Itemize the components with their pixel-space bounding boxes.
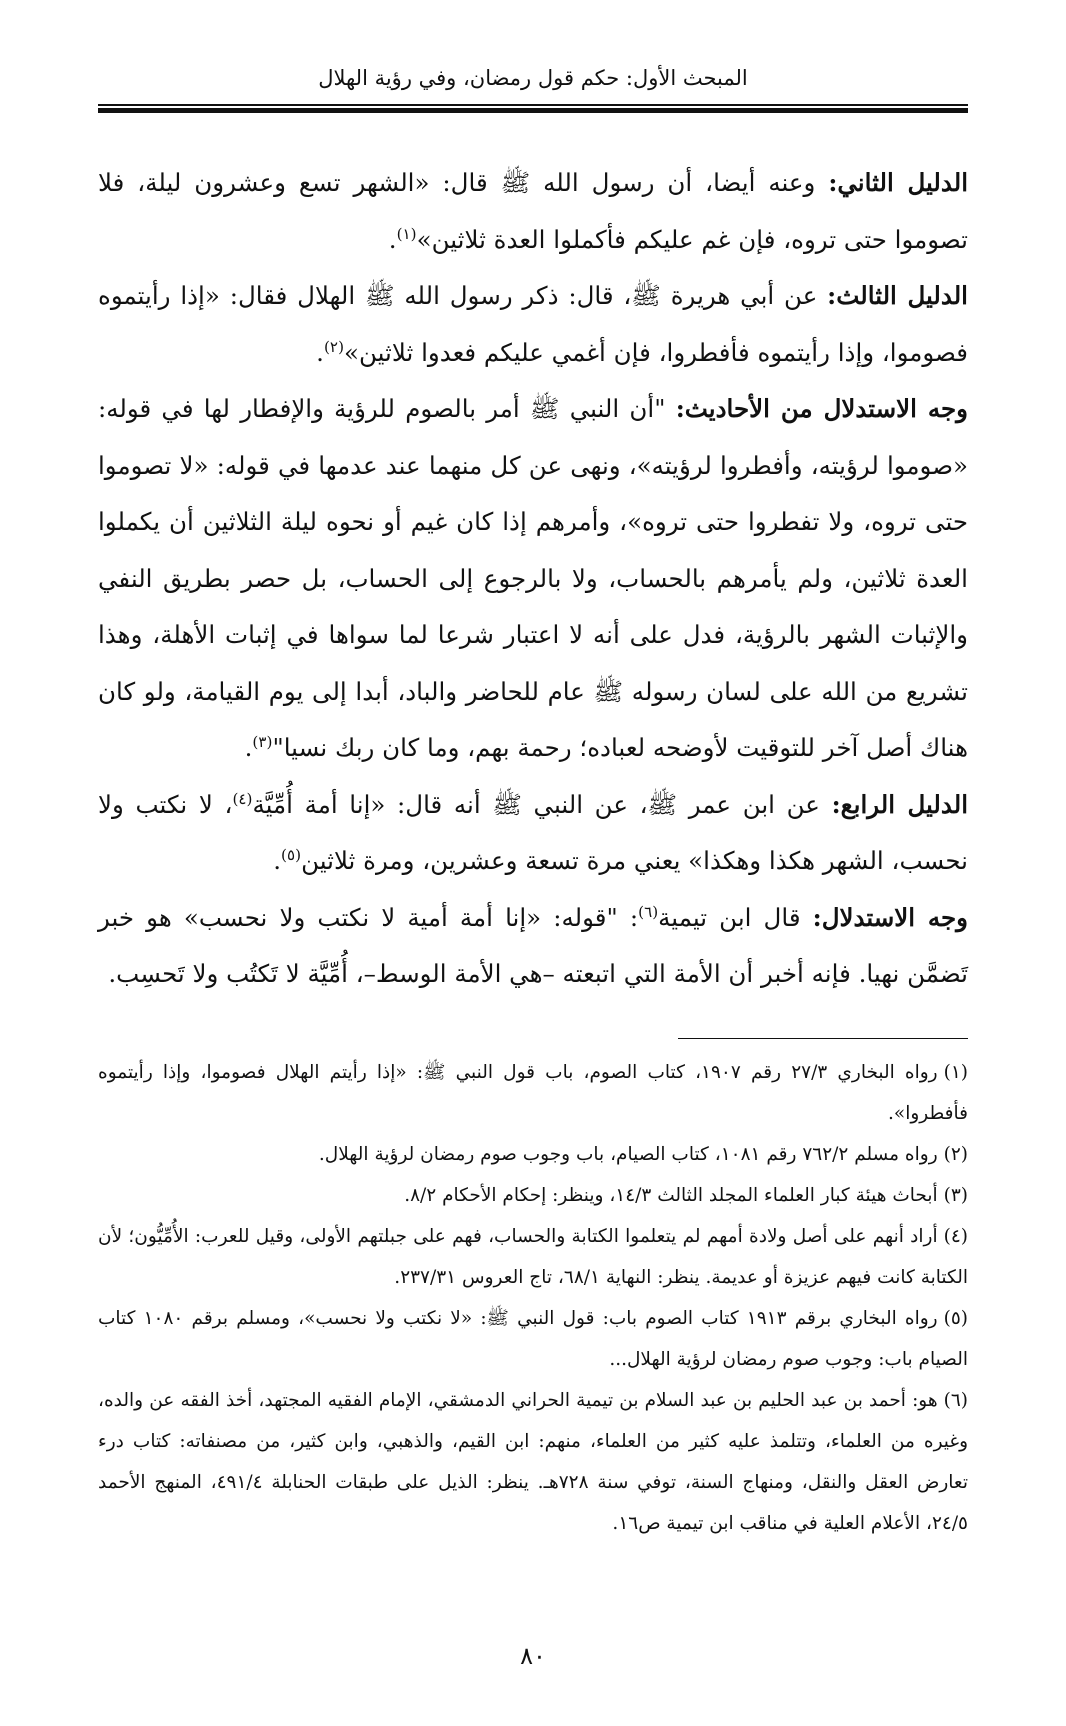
footnote-ref: (٢) xyxy=(323,337,345,356)
paragraph-label: وجه الاستدلال من الأحاديث: xyxy=(675,394,968,423)
footnote-ref: (٤) xyxy=(232,789,253,808)
footnote-number: (٤) xyxy=(943,1226,968,1247)
paragraph-label: وجه الاستدلال: xyxy=(812,902,968,932)
footnote-ref: (١) xyxy=(396,224,417,243)
paragraph-end: . xyxy=(244,733,253,762)
paragraph-evidence-3 xyxy=(98,268,968,381)
running-header: المبحث الأول: حكم قول رمضان، وفي رؤية الهلال xyxy=(318,66,748,90)
footnote xyxy=(98,1380,968,1544)
footnote-text: هو: أحمد بن عبد الحليم بن عبد السلام بن تيمية الحراني الدمشقي، الإمام الفقيه المجتهد، أخذ الفقه عن والده، وغيره من العلماء، وتتلمذ عليه كثير من العلماء، منهم: ابن القيم، والذهبي، وابن كثير، من مصنفاته: كتاب درء تعارض العقل والنقل، ومنهاج السنة، توفي سنة ٧٢٨هـ. ينظر: الذيل على طبقات الحنابلة ٤٩١/٤، المنهج الأحمد ٢٤/٥، الأعلام العلية في مناقب ابن تيمية ص١٦. xyxy=(98,1390,968,1534)
paragraph-label: الدليل الثاني: xyxy=(828,168,969,197)
footnotes xyxy=(98,1052,968,1544)
footnote-ref: (٦) xyxy=(638,902,659,921)
paragraph-text: عن ابن عمر ﷺ، عن النبي ﷺ أنه قال: «إنا أمة أُمِّيَّة xyxy=(252,789,820,819)
paragraph-text: قال ابن تيمية xyxy=(658,902,801,932)
paragraph-text: وعنه أيضا، أن رسول الله ﷺ قال: «الشهر تسع وعشرون ليلة، فلا تصوموا حتى تروه، فإن غم عليكم فأكملوا العدة ثلاثين» xyxy=(98,168,968,254)
footnote-text: رواه البخاري برقم ١٩١٣ كتاب الصوم باب: قول النبي ﷺ: «لا نكتب ولا نحسب»، ومسلم برقم ١٠٨٠ كتاب الصيام باب: وجوب صوم رمضان لرؤية الهلال... xyxy=(98,1308,968,1370)
footnote-number: (٢) xyxy=(943,1144,968,1165)
footnote-ref: (٣) xyxy=(252,732,273,751)
footnote xyxy=(98,1134,968,1175)
paragraph-end: . xyxy=(316,337,324,367)
header-rule xyxy=(98,104,968,113)
paragraph-label: الدليل الرابع: xyxy=(831,789,968,819)
footnote-text: رواه البخاري ٢٧/٣ رقم ١٩٠٧، كتاب الصوم، باب قول النبي ﷺ: «إذا رأيتم الهلال فصوموا، وإذا رأيتموه فأفطروا». xyxy=(98,1062,968,1124)
paragraph-text-continued: ، لا نكتب ولا نحسب، الشهر هكذا وهكذا» يعني مرة تسعة وعشرين، ومرة ثلاثين xyxy=(98,789,968,875)
footnote-number: (٦) xyxy=(943,1390,968,1411)
footnote xyxy=(98,1216,968,1298)
footnote-text: أبحاث هيئة كبار العلماء المجلد الثالث ١٤/٣، وينظر: إحكام الأحكام ٨/٢. xyxy=(404,1185,938,1206)
paragraph-text-continued: : "قوله: «إنا أمة أمية لا نكتب ولا نحسب» هو خبر تَضمَّن نهيا. فإنه أخبر أن الأمة التي اتبعته –هي الأمة الوسط–، أُمِّيَّة لا تَكتُب ولا تَحسِب. xyxy=(98,902,968,988)
footnote-text: أراد أنهم على أصل ولادة أمهم لم يتعلموا الكتابة والحساب، فهم على جبلتهم الأولى، وقيل للعرب: الأُمِّيُّون؛ لأن الكتابة كانت فيهم عزيزة أو عديمة. ينظر: النهاية ٦٨/١، تاج العروس ٢٣٧/٣١. xyxy=(98,1226,968,1288)
page-number: ٨٠ xyxy=(520,1642,546,1670)
footnote-text: رواه مسلم ٧٦٢/٢ رقم ١٠٨١، كتاب الصيام، باب وجوب صوم رمضان لرؤية الهلال. xyxy=(318,1144,938,1165)
paragraph-evidence-2 xyxy=(98,155,968,268)
footnote-number: (٥) xyxy=(943,1308,968,1329)
paragraph-text: "أن النبي ﷺ أمر بالصوم للرؤية والإفطار لها في قوله: «صوموا لرؤيته، وأفطروا لرؤيته»، ونهى عن كل منهما عند عدمها في قوله: «لا تصوموا حتى تروه، ولا تفطروا حتى تروه»، وأمرهم إذا كان غيم أو نحوه ليلة الثلاثين أن يكملوا العدة ثلاثين، ولم يأمرهم بالحساب، ولا بالرجوع إلى الحساب، بل حصر بطريق النفي والإثبات الشهر بالرؤية، فدل على أنه لا اعتبار شرعا لما سواها في إثبات الأهلة، وهذا تشريع من الله على لسان رسوله ﷺ عام للحاضر والباد، أبدا إلى يوم القيامة، ولو كان هناك أصل آخر للتوقيت لأوضحه لعباده؛ رحمة بهم، وما كان ربك نسيا" xyxy=(98,394,968,762)
footnote xyxy=(98,1052,968,1134)
footnote-number: (٣) xyxy=(943,1185,968,1206)
footnote-separator xyxy=(678,1038,968,1039)
main-text xyxy=(98,155,968,1003)
paragraph-label: الدليل الثالث: xyxy=(827,281,968,310)
paragraph-inference xyxy=(98,890,968,1003)
paragraph-evidence-4 xyxy=(98,777,968,890)
footnote-ref: (٥) xyxy=(281,845,302,864)
footnote xyxy=(98,1175,968,1216)
paragraph-end: . xyxy=(273,846,282,875)
paragraph-text: عن أبي هريرة ﷺ، قال: ذكر رسول الله ﷺ الهلال فقال: «إذا رأيتموه فصوموا، وإذا رأيتموه فأفطروا، فإن أغمي عليكم فعدوا ثلاثين» xyxy=(98,281,968,367)
footnote-number: (١) xyxy=(943,1062,968,1083)
paragraph-end: . xyxy=(388,224,397,254)
paragraph-inference-hadiths xyxy=(98,381,968,777)
footnote xyxy=(98,1298,968,1380)
